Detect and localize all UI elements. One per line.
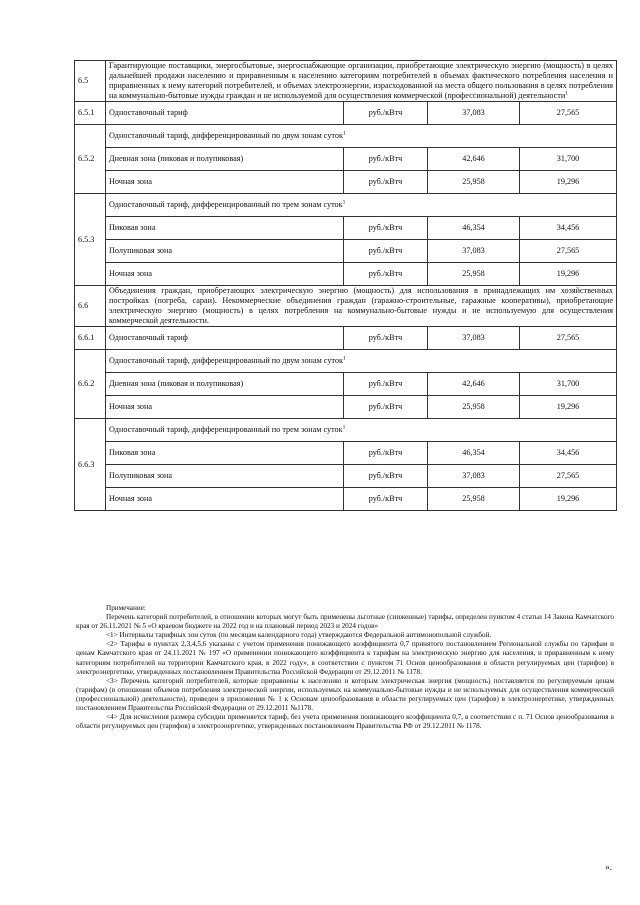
section-header-row [75,286,617,327]
value-cell: 31,700 [520,373,617,396]
zone-label: Ночная зона [106,488,344,511]
tariff-group-row [75,419,617,442]
unit-cell: руб./кВтч [344,488,428,511]
tariff-zone-row [75,217,617,240]
section-number: 6.5 [75,61,106,102]
tariff-row [75,102,617,125]
tariff-zone-row [75,263,617,286]
value-cell: 34,456 [520,442,617,465]
value-cell: 27,565 [520,240,617,263]
note-paragraph: <4> Для исчисления размера субсидии применяется тариф, без учета применения понижающего коэффициента 0,7, в соответствии с п. 71 Основ ценообразования в области регулируемых цен (тарифов) в электроэнергетике, утвержденных постановлением Правительства РФ от 29.12.2011 № 1178. [76,713,614,731]
zone-label: Полупиковая зона [106,465,344,488]
tariff-zone-row [75,148,617,171]
zone-label: Дневная зона (пиковая и полупиковая) [106,148,344,171]
unit-cell: руб./кВтч [344,102,428,125]
tariff-group-label: Одноставочный тариф, дифференцированный по двум зонам суток$^1$ [106,125,617,148]
unit-cell: руб./кВтч [344,465,428,488]
tariff-label: Одноставочный тариф [106,102,344,125]
unit-cell: руб./кВтч [344,148,428,171]
tariff-zone-row [75,488,617,511]
item-number: 6.5.2 [75,125,106,194]
tariff-zone-row [75,442,617,465]
unit-cell: руб./кВтч [344,396,428,419]
tariff-group-label: Одноставочный тариф, дифференцированный по трем зонам суток$^1$ [106,194,617,217]
value-cell: 25,958 [428,488,520,511]
zone-label: Ночная зона [106,171,344,194]
value-cell: 19,296 [520,171,617,194]
zone-label: Дневная зона (пиковая и полупиковая) [106,373,344,396]
note-paragraph: <1> Интервалы тарифных зон суток (по месяцам календарного года) утверждаются Федеральной антимонопольной службой. [106,631,492,640]
tariff-label: Одноставочный тариф [106,327,344,350]
footnote-marker: 1 [565,90,568,97]
unit-cell: руб./кВтч [344,171,428,194]
unit-cell: руб./кВтч [344,263,428,286]
unit-cell: руб./кВтч [344,217,428,240]
section-number: 6.6 [75,286,106,327]
value-cell: 37,083 [428,240,520,263]
value-cell: 25,958 [428,263,520,286]
item-number: 6.5.1 [75,102,106,125]
value-cell: 19,296 [520,488,617,511]
tariff-group-label: Одноставочный тариф, дифференцированный по трем зонам суток$^1$ [106,419,617,442]
section-description: Объединения граждан, приобретающих электрическую энергию (мощность) для использования в принадлежащих им хозяйственных постройках (погреба, сараи). Некоммерческие объединения граждан (гаражно-строительные, гаражные кооперативы), приобретающие электрическую энергию (мощность) в целях потребления на коммунально-бытовые нужды и не используемую для осуществления коммерческой деятельности. [106,286,617,327]
value-cell: 25,958 [428,396,520,419]
tariff-group-row [75,194,617,217]
zone-label: Пиковая зона [106,217,344,240]
item-number: 6.5.3 [75,194,106,286]
note-paragraph: <2> Тарифы в пунктах 2,3,4,5,6 указаны с учетом применения понижающего коэффициента 0,7 принятого постановлением Региональной службы по тарифам и ценам Камчатского края от 24.11.2021 № 197 «О применении понижающего коэффициента к тарифам на электрическую энергию для населения, и приравненным к нему категориям потребителей на территории Камчатского края, в 2022 году», в соответствии с пунктом 71 Основ ценообразования в области регулируемых цен (тарифов) в электроэнергетике, утвержденных постановлением Правительства Российской Федерации от 29.12.2011 № 1178. [76,640,614,676]
value-cell: 37,083 [428,327,520,350]
tariff-zone-row [75,465,617,488]
section-header-row [75,61,617,102]
value-cell: 25,958 [428,171,520,194]
tariff-row [75,327,617,350]
unit-cell: руб./кВтч [344,327,428,350]
notes-title: Примечание: [106,604,146,612]
notes-block [76,604,614,731]
item-number: 6.6.1 [75,327,106,350]
zone-label: Полупиковая зона [106,240,344,263]
value-cell: 34,456 [520,217,617,240]
tariff-group-row [75,350,617,373]
note-paragraph: Перечень категорий потребителей, в отношении которых могут быть применены льготные (сниженные) тарифы, определен пунктом 4 статьи 14 Закона Камчатского края от 26.11.2021 № 5 «О краевом бюджете на 2022 год и на плановый период 2023 и 2024 годов» [76,613,614,631]
footnote-marker: 1 [342,130,346,137]
value-cell: 27,565 [520,465,617,488]
value-cell: 19,296 [520,396,617,419]
value-cell: 37,083 [428,465,520,488]
value-cell: 19,296 [520,263,617,286]
zone-label: Ночная зона [106,263,344,286]
value-cell: 42,646 [428,373,520,396]
unit-cell: руб./кВтч [344,442,428,465]
footnote-marker: 1 [342,424,346,431]
tariff-zone-row [75,373,617,396]
unit-cell: руб./кВтч [344,240,428,263]
tariff-group-row [75,125,617,148]
zone-label: Пиковая зона [106,442,344,465]
value-cell: 31,700 [520,148,617,171]
tariff-zone-row [75,240,617,263]
item-number: 6.6.2 [75,350,106,419]
zone-label: Ночная зона [106,396,344,419]
value-cell: 37,083 [428,102,520,125]
tariff-table [74,60,617,511]
tariff-zone-row [75,171,617,194]
item-number: 6.6.3 [75,419,106,511]
unit-cell: руб./кВтч [344,373,428,396]
tariff-zone-row [75,396,617,419]
value-cell: 27,565 [520,327,617,350]
tariff-group-label: Одноставочный тариф, дифференцированный по двум зонам суток$^1$ [106,350,617,373]
value-cell: 46,354 [428,442,520,465]
value-cell: 42,646 [428,148,520,171]
note-paragraph: <3> Перечень категорий потребителей, которые приравнены к населению и которым электрическая энергия (мощность) поставляется по регулируемым ценам (тарифам) (в отношении объемов потребления электрической энергии, используемых на коммунально-бытовые нужды и не используемых для осуществления коммерческой (профессиональной) деятельности), приведен в приложении № 1 к Основам ценообразования в области регулируемых цен (тарифов) в электроэнергетике, утвержденных постановлением Правительства Российской Федерации от 29.12.2011 №1178. [76,676,614,713]
value-cell: 46,354 [428,217,520,240]
value-cell: 27,565 [520,102,617,125]
footnote-marker: 1 [342,355,346,362]
section-description: Гарантирующие поставщики, энергосбытовые, энергоснабжающие организации, приобретающие электрическую энергию (мощность) в целях дальнейшей продажи населению и приравненным к населению категориям потребителей в объемах фактического потребления населения и приравненных к нему категорий потребителей, и объемах электроэнергии, израсходованной на места общего пользования в целях потребления на коммунально-бытовые нужды граждан и не используемой для осуществления коммерческой (профессиональной) деятельности$^1$ [106,61,617,102]
footnote-marker: 1 [342,199,346,206]
closing-quote: ». [605,862,612,872]
